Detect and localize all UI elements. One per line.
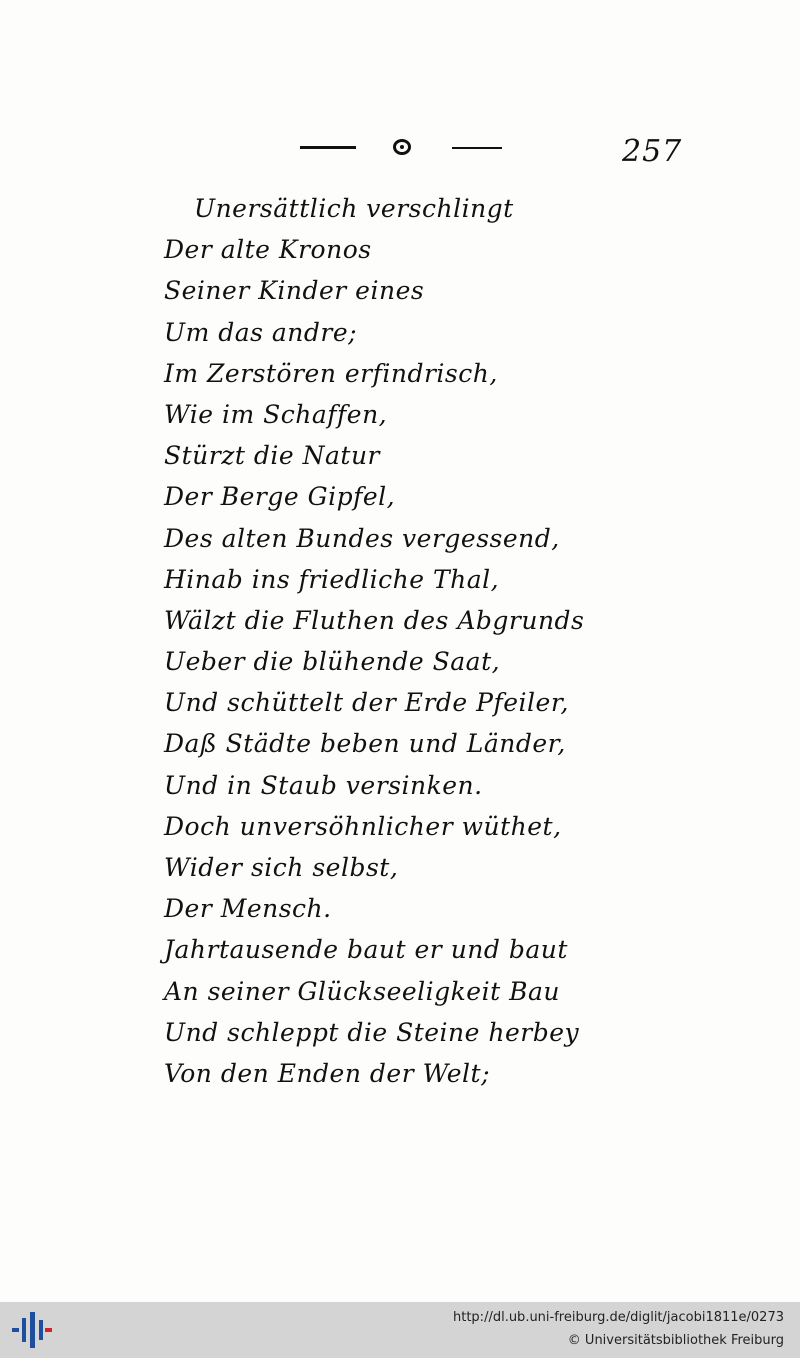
poem-line: Wider sich selbst, bbox=[164, 853, 399, 882]
header-rule-left bbox=[300, 146, 356, 149]
poem-line: An seiner Glückseeligkeit Bau bbox=[164, 976, 560, 1006]
poem-line: Der Berge Gipfel, bbox=[164, 482, 396, 512]
poem-line: Wie im Schaffen, bbox=[164, 399, 388, 429]
poem-line: Und in Staub versinken. bbox=[164, 770, 483, 800]
poem-line: Der alte Kronos bbox=[164, 235, 372, 265]
poem-line: Daß Städte beben und Länder, bbox=[164, 729, 566, 759]
viewer-footer bbox=[0, 1302, 800, 1358]
poem-line: Um das andre; bbox=[164, 317, 358, 347]
poem-line: Doch unversöhnlicher wüthet, bbox=[164, 811, 562, 841]
poem-line: Seiner Kinder eines bbox=[164, 276, 425, 306]
poem-line: Hinab ins friedliche Thal, bbox=[164, 564, 500, 594]
ub-freiburg-logo-icon[interactable] bbox=[12, 1310, 52, 1350]
poem-line: Jahrtausende baut er und baut bbox=[164, 935, 568, 965]
poem-line: Und schleppt die Steine herbey bbox=[164, 1017, 580, 1047]
poem-line: Des alten Bundes vergessend, bbox=[164, 523, 560, 553]
copyright-text: © Universitätsbibliothek Freiburg bbox=[567, 1333, 784, 1348]
poem-line: Von den Enden der Welt; bbox=[164, 1058, 491, 1088]
poem-line: Ueber die blühende Saat, bbox=[164, 647, 501, 677]
poem-line: Und schüttelt der Erde Pfeiler, bbox=[164, 688, 569, 718]
poem-line: Der Mensch. bbox=[164, 894, 332, 924]
poem-line: Unersättlich verschlingt bbox=[194, 194, 514, 223]
header-rule-right bbox=[452, 147, 502, 149]
header-ornament-icon bbox=[393, 139, 411, 155]
poem bbox=[164, 188, 724, 1094]
page-number: 257 bbox=[622, 134, 683, 169]
permalink-url[interactable]: http://dl.ub.uni-freiburg.de/diglit/jacobi1811e/0273 bbox=[453, 1310, 784, 1325]
poem-line: Wälzt die Fluthen des Abgrunds bbox=[164, 605, 585, 635]
poem-line: Stürzt die Natur bbox=[164, 441, 381, 471]
poem-line: Im Zerstören erfindrisch, bbox=[164, 358, 498, 388]
